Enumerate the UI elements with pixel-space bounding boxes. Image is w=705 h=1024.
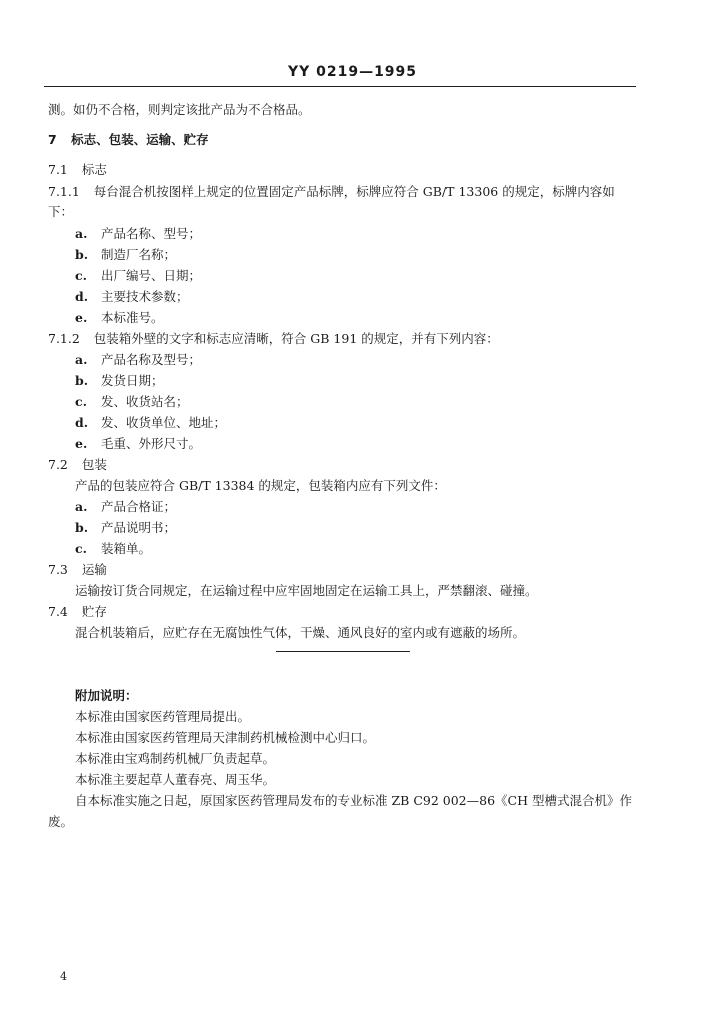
item-label: b. bbox=[75, 247, 89, 262]
item-label: d. bbox=[75, 415, 89, 430]
standard-number-header: YY 0219—1995 bbox=[287, 64, 418, 80]
section-7-3-title: 运输 bbox=[81, 562, 107, 577]
item-text: 装箱单。 bbox=[101, 541, 152, 556]
item-label: c. bbox=[75, 268, 87, 283]
section-7-1-2-line bbox=[48, 331, 499, 347]
list-item bbox=[75, 247, 176, 263]
section-7-2-title: 包装 bbox=[81, 457, 107, 472]
section-7-1-1-line2: 下： bbox=[48, 204, 74, 219]
section-7-3-number: 7.3 bbox=[48, 562, 68, 577]
item-text: 出厂编号、日期； bbox=[101, 268, 202, 283]
list-item bbox=[75, 520, 176, 536]
section-7-1-1-line1 bbox=[48, 184, 615, 200]
item-text: 本标准号。 bbox=[101, 310, 164, 325]
list-item bbox=[75, 541, 151, 557]
note-line: 本标准由国家医药管理局天津制药机械检测中心归口。 bbox=[75, 730, 376, 745]
section-7-3-text: 运输按订货合同规定，在运输过程中应牢固地固定在运输工具上，严禁翻滚、碰撞。 bbox=[75, 583, 538, 598]
section-7-number: 7 bbox=[48, 132, 57, 147]
item-text: 发货日期； bbox=[101, 373, 164, 388]
note-line: 本标准由国家医药管理局提出。 bbox=[75, 709, 251, 724]
section-7-1-title: 标志 bbox=[81, 162, 107, 177]
section-7-1-number: 7.1 bbox=[48, 162, 68, 177]
item-text: 毛重、外形尺寸。 bbox=[101, 436, 202, 451]
item-text: 发、收货站名； bbox=[101, 394, 189, 409]
list-item bbox=[75, 436, 201, 452]
item-label: a. bbox=[75, 352, 88, 367]
item-text: 产品名称、型号； bbox=[101, 226, 202, 241]
item-label: d. bbox=[75, 289, 89, 304]
note-line: 本标准由宝鸡制药机械厂负责起草。 bbox=[75, 751, 276, 766]
list-item bbox=[75, 499, 176, 515]
section-7-heading bbox=[48, 132, 209, 148]
item-label: e. bbox=[75, 310, 88, 325]
section-7-1-heading bbox=[48, 162, 107, 178]
section-7-1-1-text: 每台混合机按图样上规定的位置固定产品标牌，标牌应符合 GB/T 13306 的规定，标牌内容如 bbox=[93, 184, 615, 199]
header-rule bbox=[44, 86, 636, 87]
page-number: 4 bbox=[60, 970, 67, 983]
item-label: a. bbox=[75, 499, 88, 514]
section-7-1-2-number: 7.1.2 bbox=[48, 331, 80, 346]
item-label: e. bbox=[75, 436, 88, 451]
section-7-2-text: 产品的包装应符合 GB/T 13384 的规定，包装箱内应有下列文件： bbox=[75, 478, 446, 493]
section-7-2-number: 7.2 bbox=[48, 457, 68, 472]
section-7-3-heading bbox=[48, 562, 107, 578]
item-text: 产品名称及型号； bbox=[101, 352, 202, 367]
item-text: 主要技术参数； bbox=[101, 289, 189, 304]
section-7-4-title: 贮存 bbox=[81, 604, 107, 619]
item-label: a. bbox=[75, 226, 88, 241]
list-item bbox=[75, 310, 164, 326]
list-item bbox=[75, 226, 201, 242]
notes-title: 附加说明： bbox=[75, 688, 138, 703]
list-item bbox=[75, 394, 189, 410]
list-item bbox=[75, 352, 201, 368]
item-text: 产品合格证； bbox=[101, 499, 177, 514]
item-text: 发、收货单位、地址； bbox=[101, 415, 227, 430]
item-label: c. bbox=[75, 541, 87, 556]
section-7-1-2-text: 包装箱外壁的文字和标志应清晰，符合 GB 191 的规定，并有下列内容： bbox=[93, 331, 499, 346]
list-item bbox=[75, 268, 201, 284]
section-7-4-number: 7.4 bbox=[48, 604, 68, 619]
list-item bbox=[75, 289, 189, 305]
item-label: b. bbox=[75, 520, 89, 535]
item-label: c. bbox=[75, 394, 87, 409]
item-label: b. bbox=[75, 373, 89, 388]
item-text: 产品说明书； bbox=[101, 520, 177, 535]
note-line: 本标准主要起草人董春亮、周玉华。 bbox=[75, 772, 276, 787]
list-item bbox=[75, 373, 164, 389]
section-7-4-heading bbox=[48, 604, 107, 620]
note-line: 自本标准实施之日起，原国家医药管理局发布的专业标准 ZB C92 002—86《CH 型槽式混合机》作 bbox=[75, 793, 632, 808]
section-7-1-1-number: 7.1.1 bbox=[48, 184, 80, 199]
item-text: 制造厂名称； bbox=[101, 247, 177, 262]
intro-line: 测。如仍不合格，则判定该批产品为不合格品。 bbox=[48, 102, 311, 117]
section-7-title: 标志、包装、运输、贮存 bbox=[71, 132, 209, 147]
section-7-4-text: 混合机装箱后，应贮存在无腐蚀性气体，干燥、通风良好的室内或有遮蔽的场所。 bbox=[75, 625, 526, 640]
note-line-end: 废。 bbox=[48, 814, 74, 829]
list-item bbox=[75, 415, 226, 431]
end-separator-rule bbox=[276, 651, 410, 652]
section-7-2-heading bbox=[48, 457, 107, 473]
